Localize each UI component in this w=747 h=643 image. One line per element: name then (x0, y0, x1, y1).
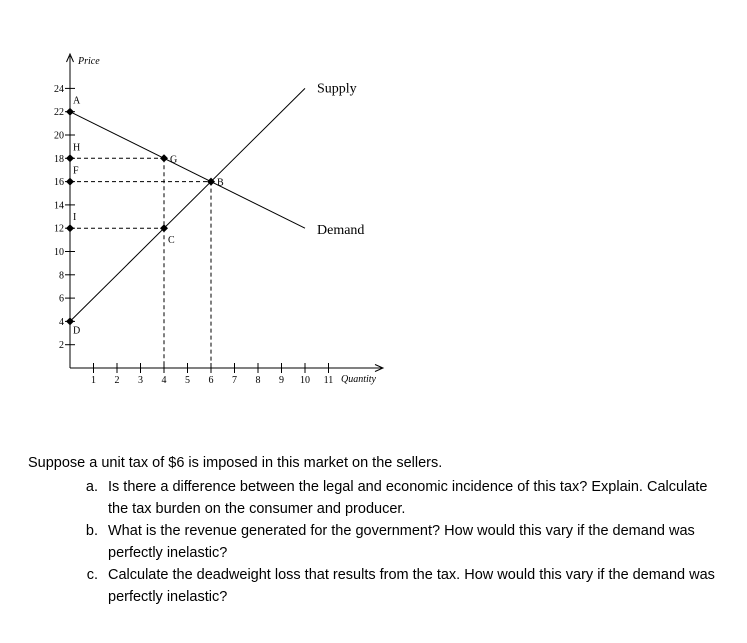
x-tick-label: 7 (232, 375, 237, 386)
question-list (28, 476, 728, 608)
y-tick-label: 20 (54, 130, 64, 142)
question-item-a (28, 476, 728, 520)
y-tick-label: 22 (54, 107, 64, 119)
points (66, 108, 215, 326)
y-tick-label: 14 (54, 200, 64, 212)
y-tick-label: 2 (59, 340, 64, 352)
curves (70, 88, 305, 321)
x-tick-label: 5 (185, 375, 190, 386)
point-label-d: D (73, 325, 81, 337)
question-text: Is there a difference between the legal and economic incidence of this tax? Explain. Calculate the tax burden on the consumer and producer. (108, 479, 708, 517)
question-marker: a. (85, 479, 98, 495)
x-tick-label: 1 (91, 375, 96, 386)
x-tick-label: 3 (138, 375, 143, 386)
question-marker: c. (86, 567, 98, 583)
question-block (28, 452, 728, 608)
question-item-b (28, 520, 728, 564)
demand-curve (70, 112, 305, 229)
point-label-a: A (73, 95, 81, 107)
point-label-g: G (170, 154, 178, 166)
y-tick-label: 12 (54, 223, 64, 235)
question-marker: b. (85, 523, 98, 539)
point-label-i: I (73, 212, 77, 224)
point-g (160, 154, 168, 162)
y-axis-title: Price (78, 56, 100, 67)
y-tick-label: 10 (54, 247, 64, 258)
x-tick-label: 6 (208, 375, 214, 386)
x-tick-label: 11 (323, 375, 334, 386)
supply-curve (70, 88, 305, 321)
x-tick-label: 4 (161, 375, 167, 386)
point-label-h: H (73, 142, 81, 154)
x-tick-label: 9 (279, 375, 284, 386)
y-tick-label: 4 (59, 316, 64, 328)
point-label-c: C (168, 235, 175, 247)
question-lead: Suppose a unit tax of $6 is imposed in this market on the sellers. (28, 455, 443, 471)
point-label-f: F (73, 165, 79, 177)
supply-label: Supply (317, 81, 357, 97)
point-a (66, 108, 74, 116)
question-item-c (28, 564, 728, 608)
point-i (66, 224, 74, 232)
y-tick-label: 8 (59, 270, 64, 282)
point-f (66, 178, 74, 186)
x-axis-title: Quantity (341, 374, 376, 385)
demand-label: Demand (317, 223, 365, 239)
axes (65, 54, 383, 373)
x-tick-label: 2 (114, 375, 120, 386)
x-tick-label: 10 (300, 375, 310, 386)
labels (54, 56, 377, 386)
question-text: What is the revenue generated for the government? How would this vary if the demand was perfectly inelastic? (108, 523, 695, 561)
y-tick-label: 24 (54, 83, 64, 95)
point-h (66, 154, 74, 162)
x-tick-label: 8 (255, 375, 261, 386)
question-text: Calculate the deadweight loss that results from the tax. How would this vary if the demand was perfectly inelastic? (108, 567, 715, 605)
y-tick-label: 6 (59, 293, 64, 305)
y-tick-label: 18 (54, 153, 64, 165)
dashed-guides (70, 158, 211, 368)
point-label-b: B (217, 177, 224, 189)
y-tick-label: 16 (54, 177, 64, 189)
